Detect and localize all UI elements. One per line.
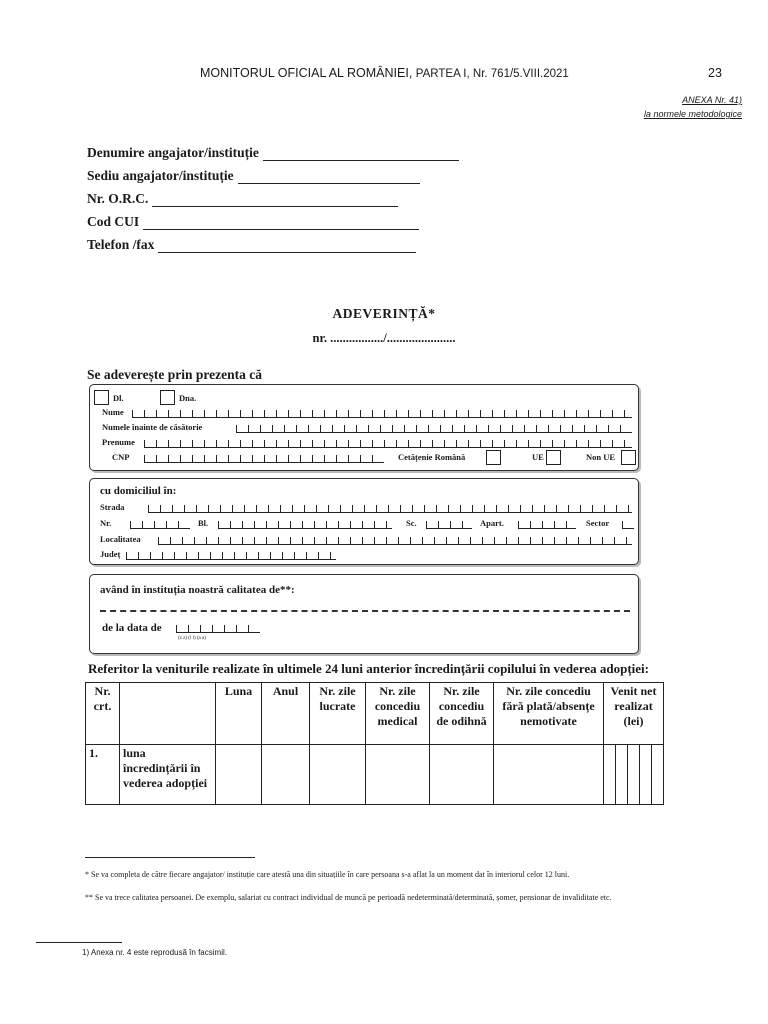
- employer-seat-field[interactable]: [87, 168, 420, 184]
- row1-luna-cell[interactable]: [216, 745, 262, 805]
- mr-label: Dl.: [113, 393, 124, 403]
- judet-label: Județ: [100, 549, 121, 559]
- page-number: 23: [708, 66, 722, 80]
- phone-fax-line[interactable]: [158, 240, 416, 253]
- row1-concediu-odihna-cell[interactable]: [430, 745, 494, 805]
- col-luna: Luna: [216, 683, 262, 745]
- row1-concediu-medical-cell[interactable]: [366, 745, 430, 805]
- judet-boxes[interactable]: [126, 552, 336, 560]
- header-title-part: PARTEA I, Nr. 761/5.VIII.2021: [415, 68, 569, 80]
- col-blank: [120, 683, 216, 745]
- nr-label: Nr.: [100, 518, 112, 528]
- nume-label: Nume: [102, 407, 124, 417]
- maiden-name-boxes[interactable]: [236, 425, 632, 433]
- certificate-title: ADEVERINȚĂ*: [332, 306, 436, 321]
- col-venit-net: Venit net realizat (lei): [604, 683, 664, 745]
- sc-boxes[interactable]: [426, 521, 472, 529]
- orc-label: Nr. O.R.C.: [87, 191, 149, 206]
- bl-label: Bl.: [198, 518, 209, 528]
- capacity-text: având în instituția noastră calitatea de**:: [100, 584, 295, 596]
- mrs-checkbox[interactable]: [160, 390, 175, 405]
- maiden-name-label: Numele înainte de căsătorie: [102, 422, 203, 432]
- citizenship-ue-label: UE: [532, 452, 544, 462]
- cnp-boxes[interactable]: [144, 455, 384, 463]
- footnote-2: ** Se va trece calitatea persoanei. De exemplu, salariat cu contract individual de muncă pe perioadă nedeterminată/determinată, șomer, pensionar de invaliditate etc.: [85, 893, 612, 902]
- table-header-row: [86, 683, 664, 745]
- address-box: [89, 478, 639, 565]
- nume-boxes[interactable]: [132, 410, 632, 418]
- facsimile-rule: [36, 942, 122, 943]
- cui-field[interactable]: [87, 214, 419, 230]
- sector-label: Sector: [586, 518, 610, 528]
- phone-fax-field[interactable]: [87, 237, 416, 253]
- citizenship-ue-checkbox[interactable]: [546, 450, 561, 465]
- employer-name-line[interactable]: [263, 148, 459, 161]
- sector-boxes[interactable]: [622, 521, 634, 529]
- col-zile-lucrate: Nr. zile lucrate: [310, 683, 366, 745]
- citizenship-nonue-label: Non UE: [586, 452, 616, 462]
- nr-boxes[interactable]: [130, 521, 190, 529]
- row1-venit-digit-cell[interactable]: [628, 745, 640, 805]
- row1-concediu-fara-plata-cell[interactable]: [494, 745, 604, 805]
- strada-boxes[interactable]: [148, 505, 632, 513]
- employer-seat-label: Sediu angajator/instituție: [87, 168, 234, 183]
- row1-nr: 1.: [86, 745, 120, 805]
- col-concediu-medical: Nr. zile concediu medical: [366, 683, 430, 745]
- row1-venit-digit-cell[interactable]: [640, 745, 652, 805]
- footnote-1: * Se va completa de către fiecare angajator/ instituție care atestă una din situațiile în care persoana s-a aflat la un moment dat în interiorul celor 12 luni.: [85, 870, 570, 879]
- incomes-heading: Referitor la veniturile realizate în ultimele 24 luni anterior încredințării copilului în vederea adopției:: [88, 661, 649, 676]
- footnote-rule: [85, 857, 255, 858]
- cui-label: Cod CUI: [87, 214, 140, 229]
- certificate-number-line[interactable]: nr. ................./......................: [312, 331, 456, 345]
- annex-label: [644, 93, 742, 121]
- address-heading: cu domiciliul în:: [100, 485, 177, 497]
- date-boxes[interactable]: [176, 625, 260, 633]
- sc-label: Sc.: [406, 518, 417, 528]
- capacity-line[interactable]: [100, 610, 630, 612]
- orc-line[interactable]: [152, 194, 398, 207]
- certify-text: Se adeverește prin prezenta că: [87, 367, 262, 382]
- cui-line[interactable]: [143, 217, 419, 230]
- orc-field[interactable]: [87, 191, 398, 207]
- apart-label: Apart.: [480, 518, 504, 528]
- mrs-option[interactable]: [160, 388, 196, 406]
- bl-boxes[interactable]: [218, 521, 392, 529]
- facsimile-note: 1) Anexa nr. 4 este reprodusă în facsimil.: [82, 948, 227, 957]
- row1-anul-cell[interactable]: [262, 745, 310, 805]
- employer-name-label: Denumire angajator/instituție: [87, 145, 259, 160]
- mr-option[interactable]: [94, 388, 124, 406]
- incomes-table: [85, 682, 664, 805]
- citizenship-ro-checkbox[interactable]: [486, 450, 501, 465]
- table-row: [86, 745, 664, 805]
- annex-number: ANEXA Nr. 41): [682, 95, 742, 105]
- phone-fax-label: Telefon /fax: [87, 237, 155, 252]
- header-title-main: MONITORUL OFICIAL AL ROMÂNIEI,: [200, 66, 413, 80]
- prenume-label: Prenume: [102, 437, 135, 447]
- employer-seat-line[interactable]: [238, 171, 420, 184]
- col-nr-crt: Nr. crt.: [86, 683, 120, 745]
- mr-checkbox[interactable]: [94, 390, 109, 405]
- col-concediu-fara-plata: Nr. zile concediu fără plată/absențe nemotivate: [494, 683, 604, 745]
- row1-label: luna încredințării în vederea adopției: [120, 745, 216, 805]
- person-box: [89, 384, 639, 471]
- annex-sub: la normele metodologice: [643, 109, 742, 119]
- citizenship-nonue-checkbox[interactable]: [621, 450, 636, 465]
- prenume-boxes[interactable]: [144, 440, 632, 448]
- date-label: de la data de: [102, 622, 162, 634]
- mrs-label: Dna.: [179, 393, 197, 403]
- row1-venit-digit-cell[interactable]: [652, 745, 664, 805]
- col-concediu-odihna: Nr. zile concediu de odihnă: [430, 683, 494, 745]
- employer-name-field[interactable]: [87, 145, 459, 161]
- col-anul: Anul: [262, 683, 310, 745]
- apart-boxes[interactable]: [518, 521, 576, 529]
- capacity-box: [89, 574, 639, 654]
- header-title: [200, 66, 569, 80]
- strada-label: Strada: [100, 502, 125, 512]
- date-hint: (z z) (l l) (a a): [178, 636, 206, 641]
- localitatea-label: Localitatea: [100, 534, 141, 544]
- row1-venit-digit-cell[interactable]: [616, 745, 628, 805]
- localitatea-boxes[interactable]: [158, 537, 632, 545]
- row1-zile-lucrate-cell[interactable]: [310, 745, 366, 805]
- citizenship-ro-label: Cetățenie Română: [398, 452, 466, 462]
- cnp-label: CNP: [112, 452, 130, 462]
- row1-venit-digit-cell[interactable]: [604, 745, 616, 805]
